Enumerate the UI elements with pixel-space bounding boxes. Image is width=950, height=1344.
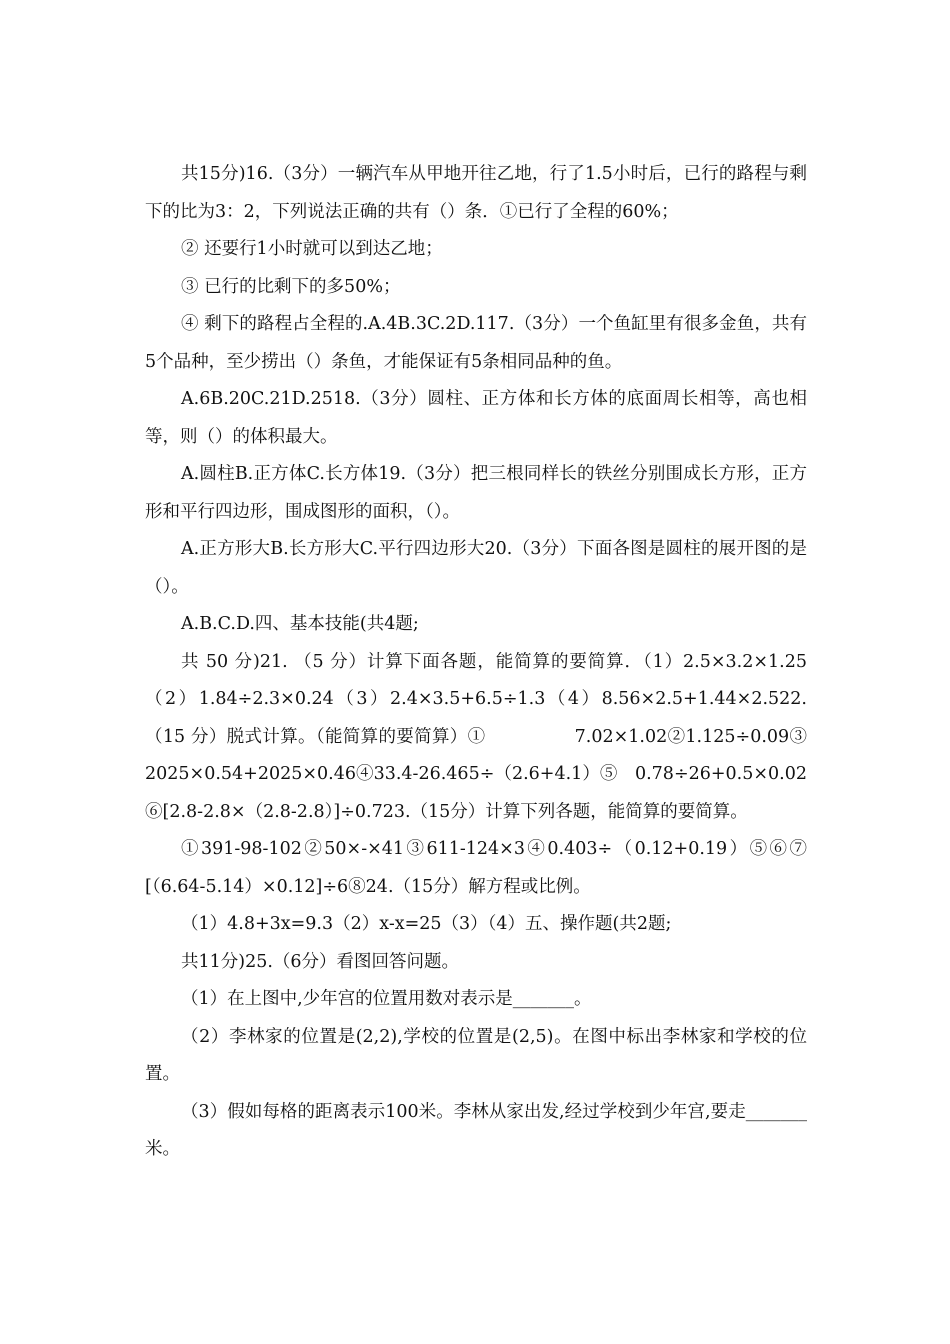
paragraph-q25: 共11分)25.（6分）看图回答问题。 bbox=[181, 951, 460, 972]
paragraph-q16-option-4-q17: ④ 剩下的路程占全程的.A.4B.3C.2D.117.（3分）一个鱼缸里有很多金鱼，共有5个品种，至少捞出（）条鱼，才能保证有5条相同品种的鱼。 bbox=[145, 314, 807, 372]
paragraph-q25-part-2: （2）李林家的位置是(2,2),学校的位置是(2,5)。在图中标出李林家和学校的位置。 bbox=[145, 1026, 807, 1084]
paragraph-q24-items-section5: （1）4.8+3x=9.3（2）x-x=25（3）（4）五、操作题(共2题; bbox=[181, 914, 672, 934]
document-body bbox=[145, 156, 807, 1169]
paragraph-q16-option-3: ③ 已行的比剩下的多50%； bbox=[181, 276, 401, 297]
paragraph-q20-choices-section4: A.B.C.D.四、基本技能(共4题; bbox=[181, 614, 419, 634]
paragraph-q19-choices-q20: A.正方形大B.长方形大C.平行四边形大20.（3分）下面各图是圆柱的展开图的是（）。 bbox=[145, 539, 807, 597]
paragraph-q16-option-2: ② 还要行1小时就可以到达乙地； bbox=[181, 239, 443, 259]
paragraph-q21-q22-q23: 共 50 分)21. （5 分）计算下面各题，能简算的要简算．（1）2.5×3.2×1.25（2）1.84÷2.3×0.24（3）2.4×3.5+6.5÷1.3（4）8.56×2.5+1.44×2.522. （15 分）脱式计算。（能简算的要简算）① 7.02×1.02②1.125÷0.09③2025×0.54+2025×0.46④33.4-26.465÷（2.6+4.1）⑤ 0.78÷26+0.5×0.02⑥[2.8-2.8×（2.8-2.8）]÷0.723.（15分）计算下列各题，能简算的要简算。 bbox=[145, 651, 807, 822]
paragraph-q16: 共15分)16.（3分）一辆汽车从甲地开往乙地，行了1.5小时后，已行的路程与剩下的比为3：2，下列说法正确的共有（）条．①已行了全程的60%； bbox=[145, 164, 807, 222]
paragraph-q17-choices-q18: A.6B.20C.21D.2518.（3分）圆柱、正方体和长方体的底面周长相等，高也相等，则（）的体积最大。 bbox=[145, 389, 807, 447]
paragraph-q25-part-3: （3）假如每格的距离表示100米。李林从家出发,经过学校到少年宫,要走_______米。 bbox=[145, 1101, 807, 1159]
paragraph-q25-part-1: （1）在上图中,少年宫的位置用数对表示是_______。 bbox=[181, 989, 592, 1009]
paragraph-q18-choices-q19: A.圆柱B.正方体C.长方体19.（3分）把三根同样长的铁丝分别围成长方形，正方形和平行四边形，围成图形的面积，（）。 bbox=[145, 464, 807, 522]
paragraph-q23-items-q24: ①391-98-102②50×-×41③611-124×3④0.403÷（0.12+0.19）⑤⑥⑦[（6.64-5.14）×0.12]÷6⑧24.（15分）解方程或比例。 bbox=[145, 839, 807, 897]
